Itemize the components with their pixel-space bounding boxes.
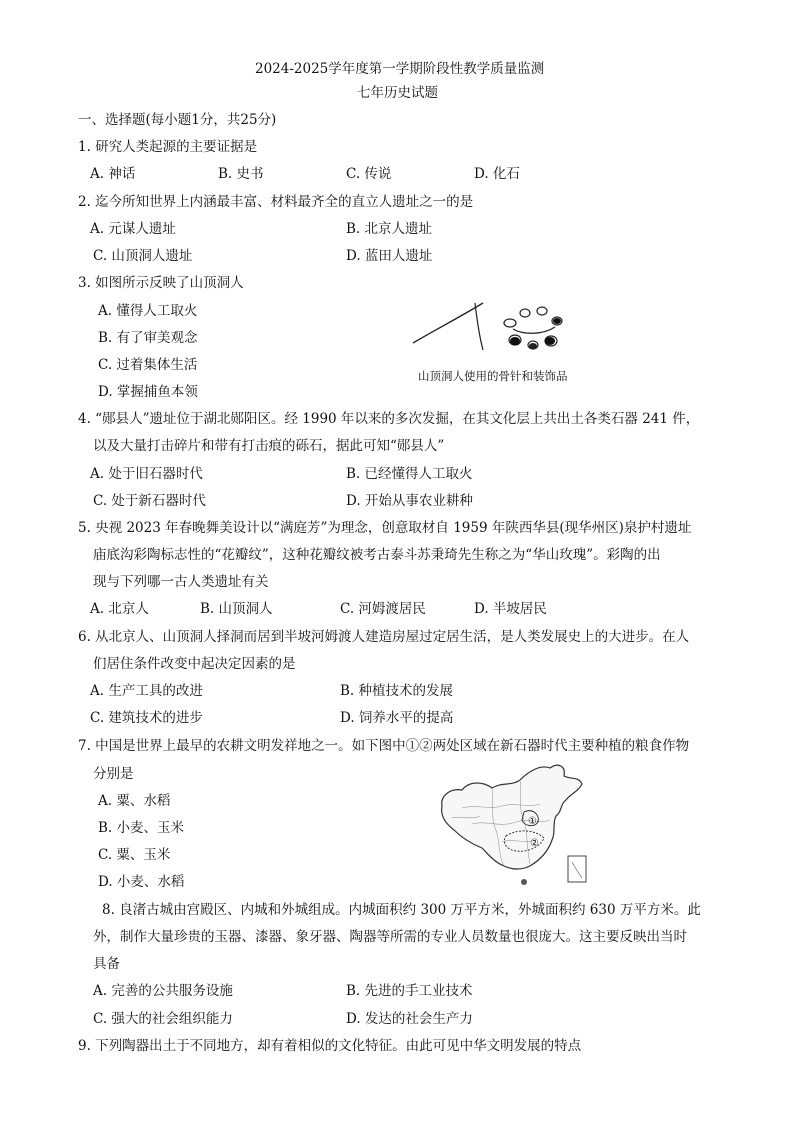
q3-option-b: B. 有了审美观念 bbox=[98, 330, 198, 346]
q4-option-c: C. 处于新石器时代 bbox=[93, 493, 206, 509]
question-5-stem-line1: 5. 央视 2023 年春晚舞美设计以“满庭芳”为理念，创意取材自 1959 年陕西华县(现华州区)泉护村遗址 bbox=[78, 520, 692, 536]
question-8-stem-line3: 具备 bbox=[93, 956, 120, 972]
q8-option-a: A. 完善的公共服务设施 bbox=[93, 983, 233, 999]
q5-option-a: A. 北京人 bbox=[90, 601, 149, 617]
q3-option-d: D. 掌握捕鱼本领 bbox=[98, 384, 198, 400]
q7-option-a: A. 粟、水稻 bbox=[98, 793, 171, 809]
question-7-stem-line1: 7. 中国是世界上最早的农耕文明发祥地之一。如下图中①②两处区域在新石器时代主要种植的粮食作物 bbox=[78, 738, 690, 754]
q6-option-c: C. 建筑技术的进步 bbox=[90, 710, 203, 726]
q3-option-a: A. 懂得人工取火 bbox=[98, 303, 198, 319]
map-marker-1: ① bbox=[528, 816, 537, 827]
q1-option-d: D. 化石 bbox=[474, 166, 520, 182]
q1-option-c: C. 传说 bbox=[346, 166, 392, 182]
q4-option-d: D. 开始从事农业耕种 bbox=[346, 493, 473, 509]
q1-option-b: B. 史书 bbox=[218, 166, 264, 182]
q4-option-a: A. 处于旧石器时代 bbox=[90, 466, 203, 482]
section-heading: 一、选择题(每小题1分，共25分) bbox=[78, 112, 277, 128]
q7-option-b: B. 小麦、玉米 bbox=[98, 820, 185, 836]
q1-option-a: A. 神话 bbox=[90, 166, 136, 182]
q2-option-a: A. 元谋人遗址 bbox=[90, 221, 176, 237]
china-map-figure bbox=[432, 758, 592, 896]
question-7-stem-line2: 分别是 bbox=[93, 766, 134, 782]
question-5-stem-line2: 庙底沟彩陶标志性的“花瓣纹”，这种花瓣纹被考古泰斗苏秉琦先生称之为“华山玫瑰”。彩陶的出 bbox=[93, 547, 661, 563]
question-8-stem-line2: 外，制作大量珍贵的玉器、漆器、象牙器、陶器等所需的专业人员数量也很庞大。这主要反映出当时 bbox=[93, 929, 687, 945]
q8-option-c: C. 强大的社会组织能力 bbox=[93, 1011, 233, 1027]
question-1-stem: 1. 研究人类起源的主要证据是 bbox=[78, 139, 258, 155]
question-4-stem-line2: 以及大量打击碎片和带有打击痕的砾石，据此可知“郧县人” bbox=[93, 438, 445, 454]
q3-option-c: C. 过着集体生活 bbox=[98, 357, 198, 373]
q2-option-d: D. 蓝田人遗址 bbox=[346, 248, 433, 264]
question-9-stem: 9. 下列陶器出土于不同地方，却有着相似的文化特征。由此可见中华文明发展的特点 bbox=[78, 1038, 582, 1054]
exam-title: 2024-2025学年度第一学期阶段性教学质量监测 bbox=[255, 61, 545, 77]
exam-subtitle: 七年历史试题 bbox=[357, 85, 438, 101]
q6-option-d: D. 饲养水平的提高 bbox=[340, 710, 454, 726]
bone-needle-ornaments-figure bbox=[405, 295, 585, 365]
q7-option-c: C. 粟、玉米 bbox=[98, 847, 171, 863]
q7-option-d: D. 小麦、水稻 bbox=[98, 874, 185, 890]
question-3-stem: 3. 如图所示反映了山顶洞人 bbox=[78, 275, 244, 291]
q2-option-b: B. 北京人遗址 bbox=[346, 221, 433, 237]
q6-option-a: A. 生产工具的改进 bbox=[90, 683, 203, 699]
question-6-stem-line1: 6. 从北京人、山顶洞人择洞而居到半坡河姆渡人建造房屋过定居生活，是人类发展史上的大进步。在人 bbox=[78, 629, 690, 645]
q6-option-b: B. 种植技术的发展 bbox=[340, 683, 454, 699]
q8-option-b: B. 先进的手工业技术 bbox=[346, 983, 473, 999]
question-2-stem: 2. 迄今所知世界上内涵最丰富、材料最齐全的直立人遗址之一的是 bbox=[78, 194, 474, 210]
figure-caption: 山顶洞人使用的骨针和装饰品 bbox=[418, 369, 568, 383]
question-5-stem-line3: 现与下列哪一古人类遗址有关 bbox=[93, 574, 269, 590]
q5-option-d: D. 半坡居民 bbox=[474, 601, 547, 617]
question-4-stem-line1: 4. “郧县人”遗址位于湖北郧阳区。经 1990 年以来的多次发掘，在其文化层上共出土各类石器 241 件， bbox=[78, 411, 700, 427]
question-8-stem-line1: 8. 良渚古城由宫殿区、内城和外城组成。内城面积约 300 万平方米，外城面积约 630 万平方米。此 bbox=[102, 902, 701, 918]
q5-option-c: C. 河姆渡居民 bbox=[340, 601, 426, 617]
q5-option-b: B. 山顶洞人 bbox=[200, 601, 273, 617]
q4-option-b: B. 已经懂得人工取火 bbox=[346, 466, 473, 482]
question-6-stem-line2: 们居住条件改变中起决定因素的是 bbox=[93, 656, 296, 672]
q8-option-d: D. 发达的社会生产力 bbox=[346, 1011, 473, 1027]
map-marker-2: ② bbox=[530, 838, 539, 849]
q2-option-c: C. 山顶洞人遗址 bbox=[93, 248, 193, 264]
